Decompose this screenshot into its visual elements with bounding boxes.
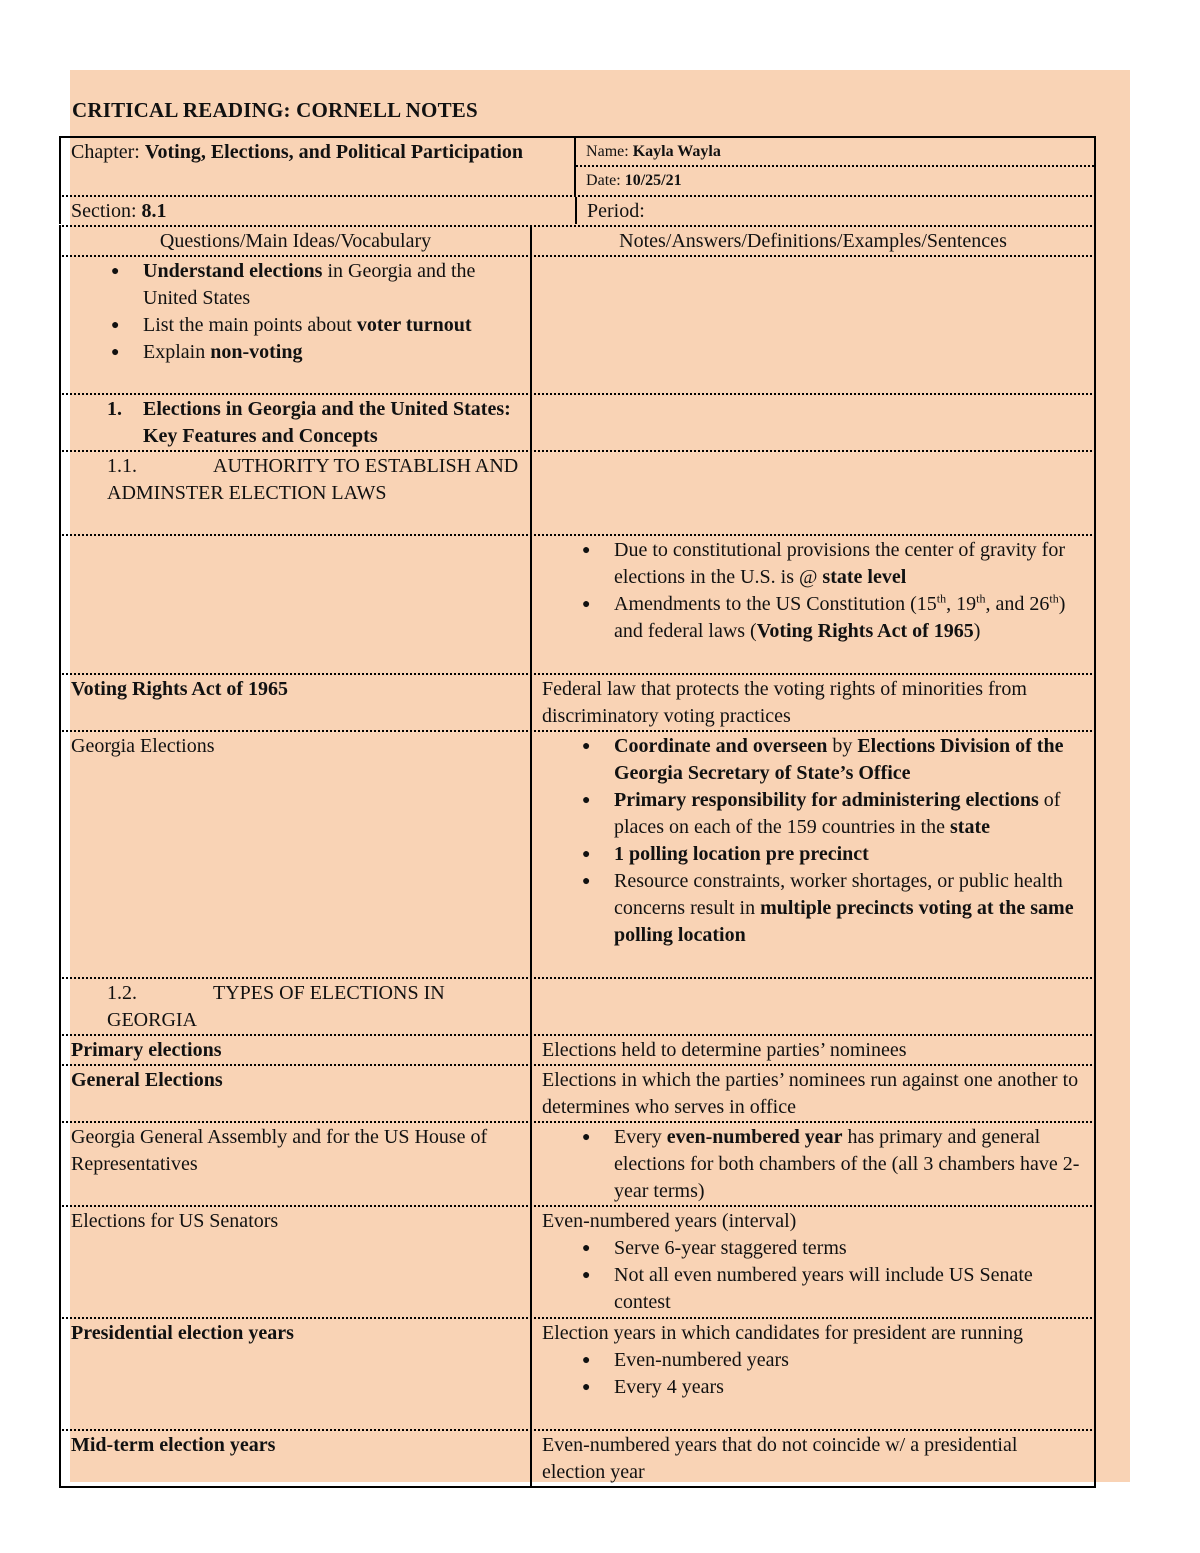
list-item: ● Even-numbered years <box>542 1347 1084 1374</box>
ordinal-suffix: th <box>936 591 947 606</box>
chapter-label: Chapter: <box>71 141 145 163</box>
list-item <box>542 591 1084 645</box>
authority-term-cell <box>59 536 532 673</box>
note-text: ) and federal laws ( <box>614 593 1066 642</box>
ordinal-suffix: th <box>1049 591 1059 606</box>
note-bold: 1 polling location pre precinct <box>614 843 869 865</box>
list-item <box>71 258 520 312</box>
list-item: ● Not all even numbered years will include US Senate contest <box>542 1262 1084 1316</box>
list-item <box>71 312 520 339</box>
section-label: Section: <box>71 200 142 222</box>
presidential-notes-list <box>542 1347 1084 1401</box>
primary-term-cell <box>59 1036 532 1064</box>
objective-3-bold: non-voting <box>210 341 303 363</box>
objective-1-text: in Georgia and the United States <box>143 260 476 309</box>
objectives-list <box>71 258 520 366</box>
list-item <box>542 537 1084 591</box>
right-column-header: Notes/Answers/Definitions/Examples/Sentences <box>532 227 1096 255</box>
general-definition: Elections in which the parties’ nominees run against one another to determines who serves in office <box>532 1066 1096 1121</box>
note-text: ) <box>973 620 981 642</box>
note-text: Due to constitutional provisions the center of gravity for elections in the U.S. is @ <box>614 539 1066 588</box>
note-bold: Primary responsibility for administering elections <box>614 789 1039 811</box>
authority-notes-row <box>59 536 1096 675</box>
midterm-term-cell <box>59 1431 532 1486</box>
senators-term: Elections for US Senators <box>59 1207 532 1317</box>
assembly-term: Georgia General Assembly and for the US House of Representatives <box>59 1123 532 1205</box>
senators-notes-list <box>542 1235 1084 1316</box>
note-bold: multiple precincts voting at the same polling location <box>614 897 1074 946</box>
presidential-intro: Election years in which candidates for president are running <box>542 1322 1023 1344</box>
section-1-1-row <box>59 452 1096 536</box>
section-1-number: 1. <box>107 398 122 420</box>
section-value: 8.1 <box>141 200 167 222</box>
list-item <box>542 733 1084 787</box>
column-header-row <box>59 227 1096 257</box>
section-1-2-number: 1.2. <box>107 982 137 1004</box>
assembly-row <box>59 1123 1096 1207</box>
midterm-term: Mid-term election years <box>71 1434 276 1456</box>
cornell-notes-table <box>59 136 1096 1488</box>
list-item <box>71 339 520 366</box>
objectives-row <box>59 257 1096 395</box>
vra-definition: Federal law that protects the voting rights of minorities from discriminatory voting practices <box>532 675 1096 730</box>
note-text: Resource constraints, worker shortages, or public health concerns result in <box>614 870 1063 919</box>
section-1-row <box>59 395 1096 452</box>
primary-definition: Elections held to determine parties’ nominees <box>532 1036 1096 1064</box>
section-1-notes-cell <box>532 395 1096 450</box>
primary-term: Primary elections <box>71 1039 222 1061</box>
presidential-row <box>59 1319 1096 1431</box>
general-term-cell <box>59 1066 532 1121</box>
general-row <box>59 1066 1096 1123</box>
note-text: of places on each of the 159 countries in the <box>614 789 1061 838</box>
section-1-2-row <box>59 979 1096 1036</box>
section-1-1-cell <box>59 452 532 534</box>
note-bold: state level <box>822 566 907 588</box>
section-1-2-notes-cell <box>532 979 1096 1034</box>
note-text: has primary and general elections for both chambers of the (all 3 chambers have 2-year terms) <box>614 1126 1080 1202</box>
georgia-notes-list <box>542 733 1084 949</box>
section-1-1-heading: AUTHORITY TO ESTABLISH AND ADMINSTER ELECTION LAWS <box>107 455 519 504</box>
senators-notes-cell <box>532 1207 1096 1317</box>
vra-row <box>59 675 1096 732</box>
note-bold: Coordinate and overseen <box>614 735 828 757</box>
section-1-2-cell <box>59 979 532 1034</box>
chapter-value: Voting, Elections, and Political Participation <box>144 141 524 163</box>
note-bold: even-numbered year <box>666 1126 843 1148</box>
objective-2-text: List the main points about <box>143 314 357 336</box>
objective-1-bold: Understand elections <box>143 260 323 282</box>
note-bold: state <box>950 816 990 838</box>
presidential-notes-cell <box>532 1319 1096 1429</box>
georgia-elections-row <box>59 732 1096 979</box>
section-1-1-notes-cell <box>532 452 1096 534</box>
assembly-notes-cell <box>532 1123 1096 1205</box>
name-date-cell <box>576 138 1096 195</box>
note-text: , and 26 <box>985 593 1050 615</box>
name-label: Name: <box>586 143 633 160</box>
midterm-row <box>59 1431 1096 1488</box>
period-label: Period: <box>587 200 645 222</box>
senators-row <box>59 1207 1096 1319</box>
section-1-heading: Elections in Georgia and the United States: Key Features and Concepts <box>143 398 511 447</box>
period-field <box>577 197 1096 225</box>
objectives-cell <box>59 257 532 393</box>
chapter-cell <box>59 138 576 195</box>
note-bold: Elections Division of the Georgia Secretary of State’s Office <box>614 735 1064 784</box>
ordinal-suffix: th <box>976 591 986 606</box>
note-text: Amendments to the US Constitution (15 <box>614 593 937 615</box>
list-item: ● Every 4 years <box>542 1374 1084 1401</box>
assembly-notes-list <box>542 1124 1084 1205</box>
objectives-notes-cell <box>532 257 1096 393</box>
list-item <box>542 787 1084 841</box>
section-1-cell <box>59 395 532 450</box>
page-title: CRITICAL READING: CORNELL NOTES <box>72 98 478 122</box>
midterm-definition: Even-numbered years that do not coincide w/ a presidential election year <box>532 1431 1096 1486</box>
vra-term-cell <box>59 675 532 730</box>
authority-notes-cell <box>532 536 1096 673</box>
presidential-term: Presidential election years <box>71 1322 294 1344</box>
date-field <box>576 167 1094 194</box>
objective-3-text: Explain <box>143 341 211 363</box>
note-bold: Voting Rights Act of 1965 <box>756 620 974 642</box>
header-row <box>59 136 1096 197</box>
list-item <box>542 1124 1084 1205</box>
vra-term: Voting Rights Act of 1965 <box>71 678 289 700</box>
georgia-term-cell: Georgia Elections <box>59 732 532 977</box>
section-1-1-number: 1.1. <box>107 455 137 477</box>
general-term: General Elections <box>71 1069 223 1091</box>
section-row <box>59 197 1096 227</box>
date-label: Date: <box>586 172 625 189</box>
authority-notes-list <box>542 537 1084 645</box>
senators-intro: Even-numbered years (interval) <box>542 1210 797 1232</box>
georgia-notes-cell <box>532 732 1096 977</box>
objective-2-bold: voter turnout <box>356 314 472 336</box>
list-item <box>542 868 1084 949</box>
primary-row <box>59 1036 1096 1066</box>
note-text: , 19 <box>946 593 977 615</box>
section-1-2-heading: TYPES OF ELECTIONS IN GEORGIA <box>107 982 445 1031</box>
section-field <box>59 197 577 224</box>
name-value: Kayla Wayla <box>632 143 721 160</box>
date-value: 10/25/21 <box>624 172 682 189</box>
list-item: ● Serve 6-year staggered terms <box>542 1235 1084 1262</box>
name-field <box>576 138 1094 167</box>
presidential-term-cell <box>59 1319 532 1429</box>
note-text: Every <box>614 1126 667 1148</box>
list-item <box>542 841 1084 868</box>
left-column-header: Questions/Main Ideas/Vocabulary <box>59 227 532 255</box>
note-text: by <box>827 735 858 757</box>
